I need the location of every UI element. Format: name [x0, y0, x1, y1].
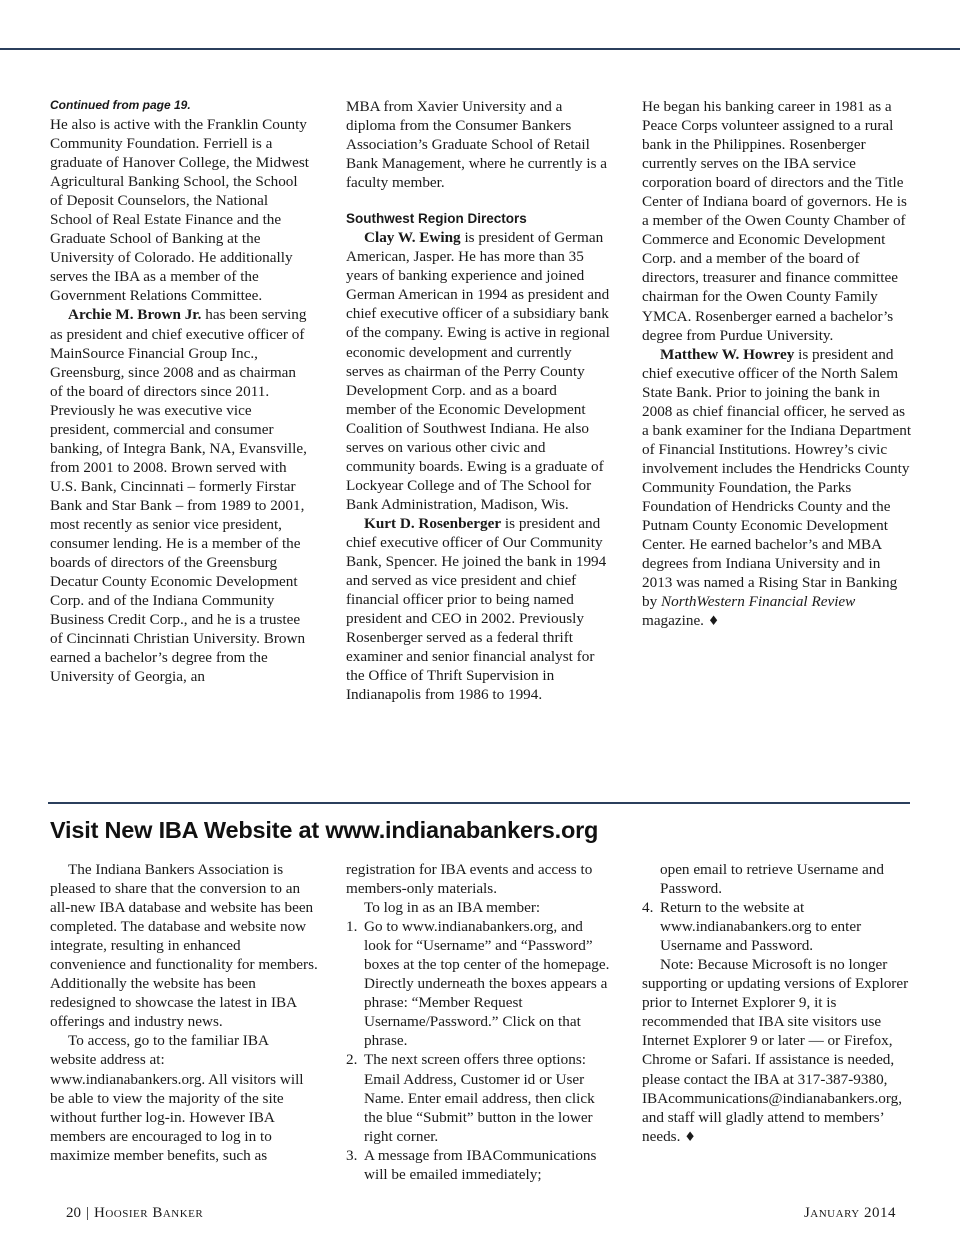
article2-column-3	[642, 860, 912, 1147]
person-name: Clay W. Ewing	[364, 229, 461, 247]
list-item: 4. Return to the website at www.indianabankers.org to enter Username and Password.	[642, 899, 862, 955]
section-heading: Southwest Region Directors	[346, 211, 527, 227]
list-item: 1. Go to www.indianabankers.org, and look for “Username” and “Password” boxes at the top center of the homepage. Directly underneath the boxes appears a phrase: “Member Request Username/Password.” Click on that phrase.	[346, 918, 610, 1050]
paragraph: Matthew W. Howrey is president and chief executive officer of the North Salem State Bank. Prior to joining the bank in 2008 as chief financial officer, he served as a bank examiner for the Indiana Department of Financial Institutions. Howrey’s civic involvement includes the Hendricks County Community Foundation, the Parks Foundation of Hendricks County and the Putnam County Economic Development Center. He earned bachelor’s and MBA degrees from Indiana University and in 2013 was named a Rising Star in Banking by NorthWestern Financial Review magazine. ♦	[642, 345, 912, 630]
article-headline: Visit New IBA Website at www.indianabankers.org	[50, 817, 599, 843]
article1-column-3	[642, 97, 912, 631]
section-divider	[48, 802, 910, 804]
top-rule	[0, 48, 960, 50]
end-mark-icon: ♦	[707, 614, 720, 630]
list-number: 1.	[346, 918, 358, 936]
paragraph: To access, go to the familiar IBA website address at: www.indianabankers.org. All visitors will be able to view the majority of the site without further log-in. However IBA members are encouraged to log in to maximize member benefits, such as	[50, 1032, 304, 1164]
publication-name: Hoosier Banker	[94, 1205, 204, 1221]
person-name: Archie M. Brown Jr.	[68, 306, 202, 324]
paragraph: Note: Because Microsoft is no longer supporting or updating versions of Explorer prior to Internet Explorer 9, it is recommended that IBA site visitors use Internet Explorer 9 or later — or Firefox, Chrome or Safari. If assistance is needed, please contact the IBA at 317-387-9380, IBAcommunications@indianabankers.org, and staff will gladly attend to members’ needs. ♦	[642, 956, 909, 1145]
end-mark-icon: ♦	[684, 1129, 696, 1145]
issue-date: January 2014	[803, 1205, 896, 1221]
list-number: 3.	[346, 1146, 358, 1164]
footer-left	[66, 1203, 203, 1223]
continued-note: Continued from page 19.	[50, 98, 191, 112]
paragraph: Archie M. Brown Jr. has been serving as president and chief executive officer of MainSource Financial Group Inc., Greensburg, since 2008 and as chairman of the board of directors since 2011. Previously he was executive vice president, commercial and consumer banking, of Integra Bank, NA, Evansville, from 2001 to 2008. Brown served with U.S. Bank, Cincinnati – formerly Firstar Bank and Star Bank – from 1989 to 2001, most recently as senior vice president, consumer lending. He is a member of the boards of directors of the Greensburg Decatur County Economic Development Corp. and of the Indiana Community Business Credit Corp., and he is a trustee of Cincinnati Christian University. Brown earned a bachelor’s degree from the University of Georgia, an	[50, 306, 307, 686]
list-item: 2. The next screen offers three options: Email Address, Customer id or User Name. Enter email address, then click the blue “Submit” button in the lower right corner.	[346, 1051, 595, 1145]
article2-column-1	[50, 860, 318, 1165]
publication-title: NorthWestern Financial Review	[660, 593, 856, 611]
article2-column-2	[346, 860, 612, 1184]
person-name: Kurt D. Rosenberger	[364, 514, 502, 532]
list-item-continued: open email to retrieve Username and Password.	[660, 861, 884, 898]
footer-separator: |	[86, 1205, 90, 1221]
paragraph: The Indiana Bankers Association is pleased to share that the conversion to an all-new IBA database and website has been completed. The database and website now integrate, resulting in enhanced convenience and functionality for members. Additionally the website has been redesigned to showcase the latest in IBA offerings and industry news.	[50, 861, 318, 1031]
paragraph: Kurt D. Rosenberger is president and chief executive officer of Our Community Bank, Spencer. He joined the bank in 1994 and served as vice president and chief financial officer prior to being named president and CEO in 2002. Previously Rosenberger served as a federal thrift examiner and senior financial analyst for the Office of Thrift Supervision in Indianapolis from 1986 to 1994.	[346, 514, 607, 704]
paragraph: MBA from Xavier University and a diploma from the Consumer Bankers Association’s Graduate School of Retail Bank Management, where he currently is a faculty member.	[346, 98, 608, 192]
paragraph: He also is active with the Franklin County Community Foundation. Ferriell is a graduate of Hanover College, the Midwest Agricultural Banking School, the School of Deposit Counselors, the National School of Real Estate Finance and the Graduate School of Banking at the University of Colorado. He additionally serves the IBA as a member of the Government Relations Committee.	[50, 116, 309, 305]
list-number: 4.	[642, 899, 654, 917]
article1-column-1	[50, 96, 312, 686]
article1-column-2	[346, 97, 610, 704]
list-number: 2.	[346, 1051, 358, 1069]
paragraph: To log in as an IBA member:	[364, 899, 541, 917]
list-item: 3. A message from IBACommunications will be emailed immediately;	[346, 1146, 597, 1183]
page-number: 20	[66, 1205, 81, 1221]
paragraph: Clay W. Ewing is president of German American, Jasper. He has more than 35 years of banking experience and joined German American in 1994 as president and chief executive officer of a subsidiary bank of the company. Ewing is active in regional economic development and currently serves as chairman of the Perry County Development Corp. and as a board member of the Economic Development Coalition of Southwest Indiana. He also serves on various other civic and community boards. Ewing is a graduate of Lockyear College and of The School for Bank Administration, Madison, Wis.	[346, 229, 610, 513]
person-name: Matthew W. Howrey	[660, 345, 795, 363]
paragraph: registration for IBA events and access to members-only materials.	[346, 861, 593, 898]
paragraph: He began his banking career in 1981 as a Peace Corps volunteer assigned to a rural bank in the Philippines. Rosenberger currently serves on the IBA service corporation board of directors and the Title Center of Indiana board of governors. He is a member of the Owen County Chamber of Commerce and Economic Development Corp. and a member of the board of directors, treasurer and finance committee chairman for the Owen County Family YMCA. Rosenberger earned a bachelor’s degree from Purdue University.	[642, 98, 907, 344]
